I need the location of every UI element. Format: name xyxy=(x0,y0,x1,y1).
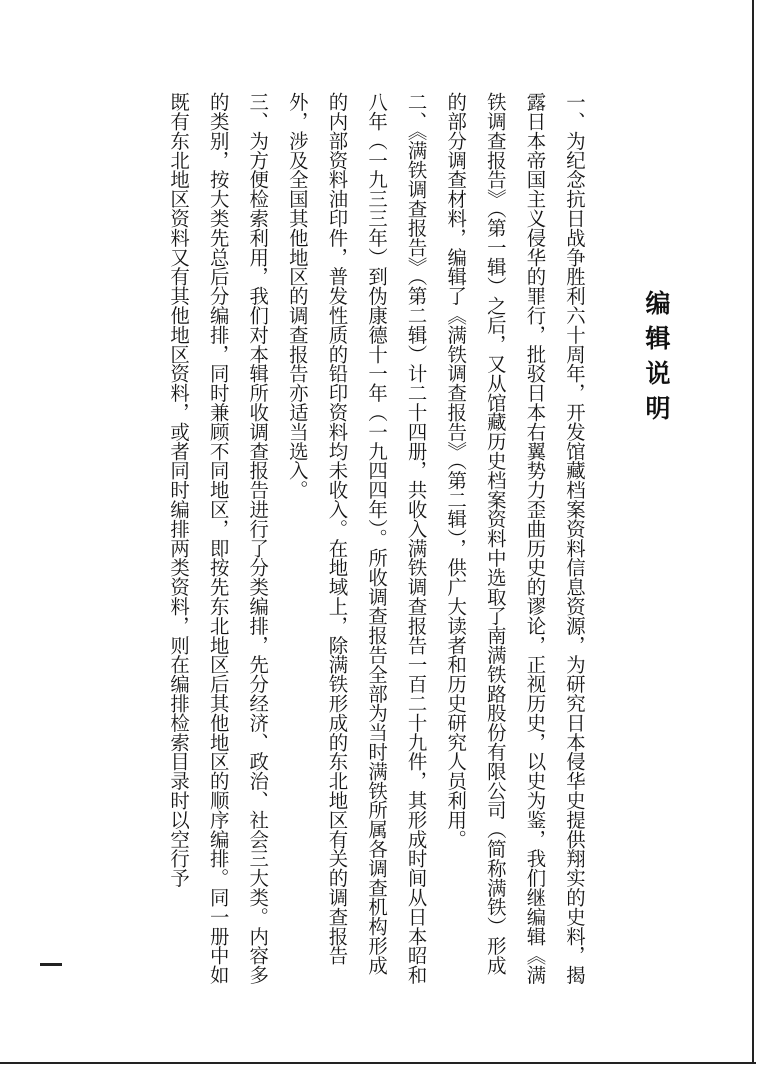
paragraph-2: 二、《满铁调查报告》（第二辑）计二十四册，共收入满铁调查报告一百二十九件，其形成时间从日本昭和八年（一九三三年）到伪康德十一年（一九四四年）。所收调查报告全部为当时满铁所属各调查机构形成的内部资料油印件，普发性质的铅印资料均未收入。在地域上，除满铁形成的东北地区有关的调查报告外，涉及全国其他地区的调查报告亦适当选入。 xyxy=(285,92,428,985)
page-title: 编辑说明 xyxy=(642,290,671,430)
page-edge-bottom xyxy=(0,1062,756,1064)
paragraph-1: 一、为纪念抗日战争胜利六十周年，开发馆藏档案资料信息资源，为研究日本侵华史提供翔实的史料，揭露日本帝国主义侵华的罪行，批驳日本右翼势力歪曲历史的谬论，正视历史，以史为鉴，我们继编辑《满铁调查报告》（第一辑）之后，又从馆藏历史档案资料中选取了南满铁路股份有限公司（简称满铁）形成的部分调查材料，编辑了《满铁调查报告》（第二辑），供广大读者和历史研究人员利用。 xyxy=(444,92,586,985)
paragraph-3: 三、为方便检索利用，我们对本辑所收调查报告进行了分类编排，先分经济、政治、社会三大类。内容多的类别，按大类先总后分编排，同时兼顾不同地区，即按先东北地区后其他地区的顺序编排。同一册中如既有东北地区资料又有其他地区资料，或者同时编排两类资料，则在编排检索目录时以空行予 xyxy=(167,92,270,985)
page-edge-right xyxy=(752,0,754,1062)
page-mark xyxy=(40,963,62,966)
body-text xyxy=(114,92,594,992)
